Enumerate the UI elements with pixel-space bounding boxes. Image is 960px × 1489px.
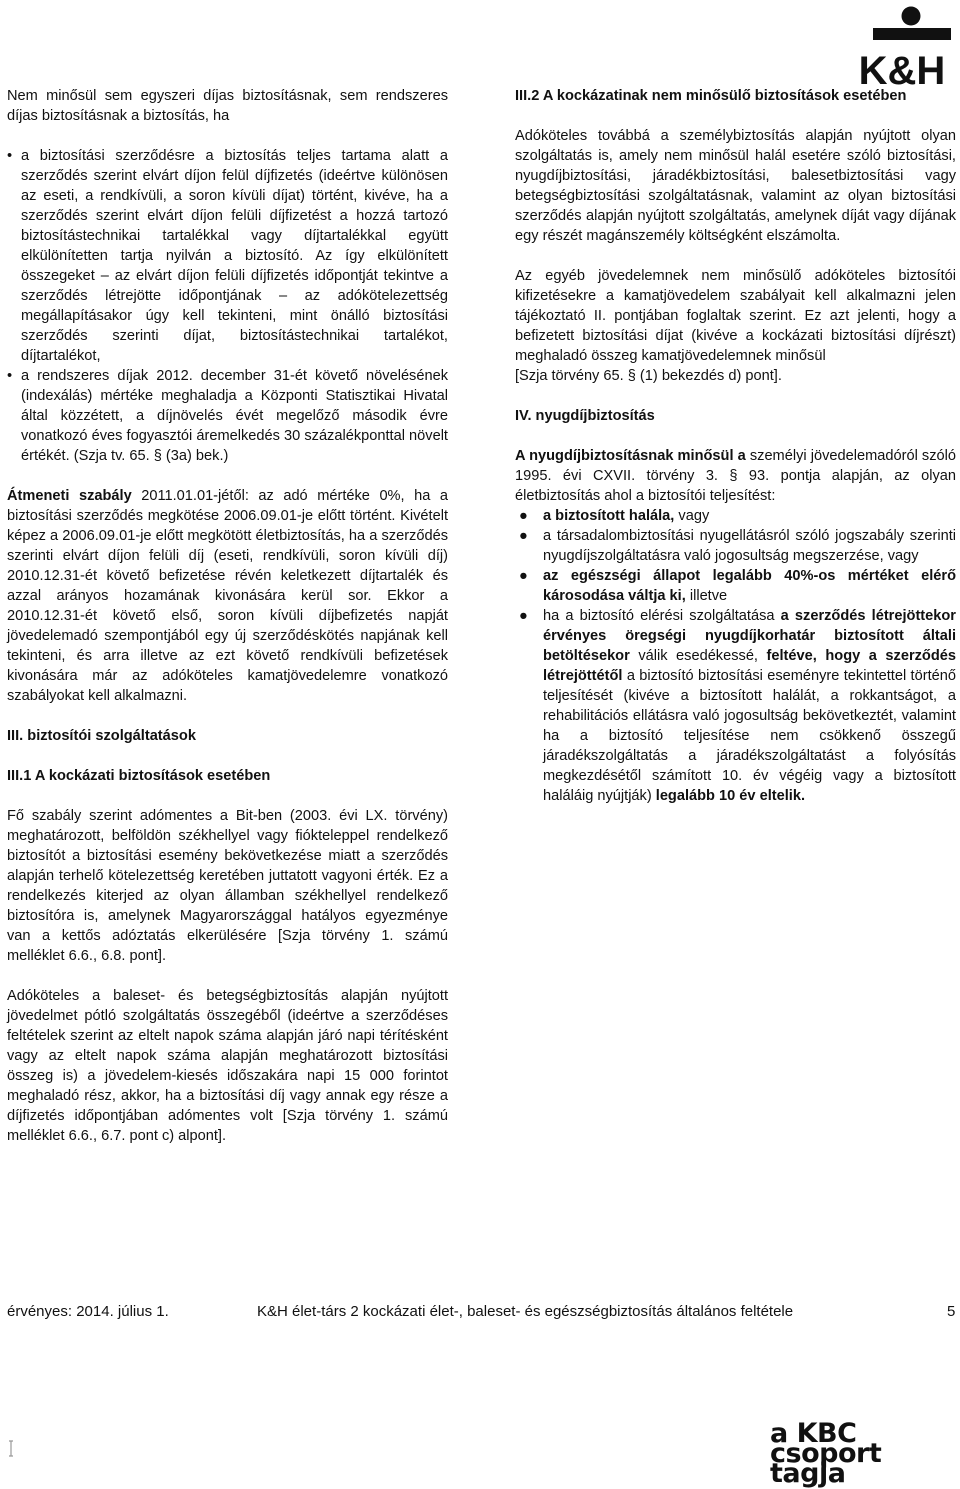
taxable-paragraph: Adóköteles a baleset- és betegségbiztosítás alapján nyújtott jövedelmet pótló szolgáltatás összegéből (ideértve a szerződéses feltételek szerint az eltelt napok száma alapján járó napi térítésként vagy az eltelt napok száma alapján meghatározott biztosítási összeg is) a jövedelem-kiesés időszakára napi 15 000 forintot meghaladó rész, akkor, ha a biztosítási díj vagy annak egy része a díjfizetés időpontjában adómentes volt [Szja törvény 1. számú melléklet 6.6., 6.7. pont c) alpont].	[7, 988, 448, 1144]
bullet-text-a: a biztosítási szerződésre a biztosítás teljes tartama alatt a szerződés szerint elvárt díjon felül díjfizetés (ideértve különösen az eseti, a rendkívüli, a soron kívüli díjat) történt, kivéve, ha a szerződés szerint elvárt díjon felüli díjfizetést a hozzá tartozó biztosítástechnikai tartalékkal vagy díjtartalékkal együtt elkülönítetten tartja nyilván a biztosító.	[21, 148, 448, 264]
bullet-item	[7, 366, 448, 466]
bullet-item	[7, 146, 448, 366]
condition-list	[515, 506, 956, 806]
taxable-service-paragraph: Adóköteles továbbá a személybiztosítás alapján nyújtott olyan szolgáltatás is, amely nem minősül halál esetére szóló biztosítási, nyugdíjbiztosítási, járadékbiztosítási, balesetbiztosítási vagy betegségbiztosítási szolgáltatásnak, valamint az olyan biztosítási szerződés alapján nyújtott szolgáltatás, amelynek díját vagy díjának egy részét magánszemély költségként elszámolta.	[515, 128, 956, 244]
list-item-bold: a szerződés létrejöttekor érvényes öregségi nyugdíjkorhatár biztosított általi betöltésekor	[543, 608, 956, 664]
validity-date: érvényes: 2014. július 1.	[7, 1303, 169, 1320]
section-heading: III. biztosítói szolgáltatások	[7, 728, 196, 744]
list-item-bold: az egészségi állapot legalább 40%-os mértéket elérő károsodása váltja ki,	[543, 568, 956, 604]
left-column	[7, 86, 448, 1166]
list-item	[515, 506, 956, 526]
transitional-rule-label: Átmeneti szabály	[7, 488, 132, 504]
section-heading: IV. nyugdíjbiztosítás	[515, 408, 655, 424]
right-column	[515, 86, 956, 806]
kbc-group-tagline: a KBC csoport tagja	[770, 1418, 882, 1489]
list-item-text: vagy	[674, 508, 710, 524]
bullet-text: a rendszeres díjak 2012. december 31-ét követő növelésének (indexálás) mértéke meghaladja a Központi Statisztikai Hivatal által közzétett, a díjnövelés évét megelőző második évre vonatkozó éves fogyasztói áremelkedés 30 százalékponttal növelt értékét. (Szja tv. 65. § (3a) bek.)	[21, 368, 448, 464]
list-item-bold: a biztosított halála,	[543, 508, 675, 524]
document-title: K&H élet-társ 2 kockázati élet-, baleset- és egészségbiztosítás általános feltétele	[257, 1303, 794, 1320]
list-item-text: a biztosító biztosítási eseményre tekintettel történő teljesítését (kivéve a biztosított halálát, a rokkantságot, a rehabilitációs ellátásra való jogosultság bekövetkeztét, valamint ha a biztosító teljesítése nem csökkenő összegű járadékszolgáltatás a járadékszolgáltatást a folyósítás megkezdésétől számított 10. év végéig vagy a biztosított haláláig nyújtják)	[543, 668, 956, 804]
intro-paragraph: Nem minősül sem egyszeri díjas biztosításnak, sem rendszeres díjas biztosításnak a biztosítás, ha	[7, 88, 448, 124]
transitional-rule-text: 2011.01.01-jétől: az adó mértéke 0%, ha a biztosítási szerződés megkötése 2006.09.01-je előtt történt. Kivételt képez a 2006.09.01-je előtt megkötött életbiztosítás, ha a szerződés szerinti elvárt díjon felüli díj (eseti, rendkívüli, soron kívüli díj) 2010.12.31-ét követő befizetése révén keletkezett díjtartalék és azzal arányos hozamának kivonására kerül sor. Ekkor a 2010.12.31-ét követő első, soron kívüli díjbefizetés napját jövedelemadó szempontjából egy új szerződéskötés napjának kell tekinteni, és arra illetve az ezt követő rendkívüli befizetések kivonására már az adóköteles kamatjövedelemre vonatkozó szabályokat kell alkalmazni.	[7, 488, 448, 704]
list-item-text: ha a biztosító elérési szolgáltatása	[543, 608, 781, 624]
kh-logo-icon	[845, 4, 955, 90]
main-rule-paragraph: Fő szabály szerint adómentes a Bit-ben (2003. évi LX. törvény) meghatározott, belföldön székhellyel vagy fiókteleppel rendelkező biztosítót a biztosítási esemény bekövetkezése miatt a szerződés alapján terhelő kötelezettség keretében juttatott vagyoni érték. Ez a rendelkezés kiterjed az olyan államban székhellyel rendelkező biztosítóra is, amelynek Magyarországgal hatályos egyezménye van a kettős adóztatás elkerülésére [Szja törvény 1. számú melléklet 6.6., 6.8. pont].	[7, 808, 448, 964]
bullet-icon: ●	[519, 568, 528, 584]
list-item-text: válik esedékessé,	[629, 648, 767, 664]
interest-paragraph: Az egyéb jövedelemnek nem minősülő adóköteles biztosítói kifizetésekre a kamatjövedelem szabályait kell alkalmazni jelen tájékoztató II. pontjában foglaltak szerint. Ez azt jelenti, hogy a befizetett biztosítási díjat (kivéve a kockázati biztosítási díjrészt) meghaladó összeg kamatjövedelemnek minősül	[515, 268, 956, 364]
list-item-bold: legalább 10 év eltelik.	[655, 788, 806, 804]
subsection-heading: III.2 A kockázatinak nem minősülő biztosítások esetében	[515, 88, 907, 104]
bullet-dot: •	[7, 148, 13, 164]
subsection-heading: III.1 A kockázati biztosítások esetében	[7, 768, 271, 784]
logo-text: K&H	[858, 49, 946, 90]
transitional-rule	[7, 486, 448, 706]
list-item-text: a társadalombiztosítási nyugellátásról szóló jogszabály szerinti nyugdíjszolgáltatásra való jogosultság megszerzése, vagy	[543, 528, 956, 564]
page-number: 5	[947, 1303, 956, 1320]
text-cursor-icon	[8, 1440, 18, 1458]
interest-reference: [Szja törvény 65. § (1) bekezdés d) pont].	[515, 368, 782, 384]
list-item	[515, 606, 956, 806]
bullet-dot: •	[7, 368, 13, 384]
pension-definition-text: személyi jövedelemadóról szóló 1995. évi CXVII. törvény 3. § 93. pontja alapján, az olyan életbiztosítás ahol a biztosítói teljesítést:	[515, 448, 956, 504]
bullet-icon: ●	[519, 508, 528, 524]
bullet-icon: ●	[519, 528, 528, 544]
bullet-icon: ●	[519, 608, 528, 624]
list-item	[515, 566, 956, 606]
bullet-text-b: Az így elkülönített összegeket – az elvárt díjon felüli díjfizetés időpontját tekintve a szerződés létrejötte időpontjának – az adókötelezettség megállapításakor úgy kell tekinteni, mint önálló biztosítási szerződés szerinti díjat, biztosítástechnikai tartalékot, díjtartalékot,	[21, 248, 448, 364]
pension-definition-bold: A nyugdíjbiztosításnak minősül a	[515, 448, 746, 464]
list-item	[515, 526, 956, 566]
list-item-bold: feltéve, hogy a szerződés létrejöttétől	[543, 648, 956, 684]
pension-definition	[515, 446, 956, 506]
list-item-text: illetve	[685, 588, 728, 604]
